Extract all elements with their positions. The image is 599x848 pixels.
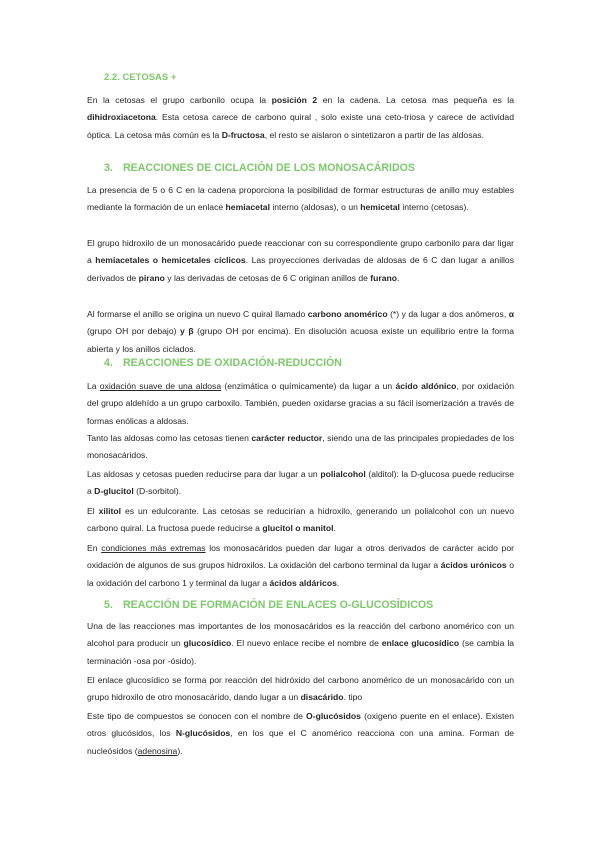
section-4-heading: 4. REACCIONES DE OXIDACIÓN-REDUCCIÓN — [104, 357, 342, 369]
glucosidicos-paragraph-3: Este tipo de compuestos se conocen con el nombre de O-glucósidos (oxigeno puente en el enlace). Existen otros glucósidos, los N-glucósidos, en los que el C anomérico reacciona con una amina. Forman de nucleósidos (adenosina). — [87, 711, 515, 756]
section-3-heading: 3. REACCIONES DE CICLACIÓN DE LOS MONOSACÁRIDOS — [104, 162, 415, 174]
ciclacion-paragraph-2: El grupo hidroxilo de un monosacárido puede reaccionar con su correspondiente grupo carbonilo para dar ligar a hemiacetales o hemicetales cíclicos. Las proyecciones derivadas de aldosas de 6 C dan lugar a anillos derivados de pirano y las derivadas de cetosas de 6 C originan anillos de furano. — [87, 238, 515, 283]
glucosidicos-paragraph-2: El enlace glucosídico se forma por reacción del hidróxido del carbono anomérico de un monosacárido con un grupo hidroxilo de otro monosacárido, dando lugar a un disacárido. tipo — [87, 675, 514, 703]
oxidacion-paragraph-4: El xilitol es un edulcorante. Las cetosas se reducirían a hidroxilo, generando un polialcohol con un nuevo carbono quiral. La fructosa puede reducirse a glucitol o manitol. — [87, 506, 514, 534]
glucosidicos-paragraph-1: Una de las reacciones mas importantes de los monosacáridos es la reacción del carbono anomérico con un alcohol para producir un glucosídico. El nuevo enlace recibe el nombre de enlace glucosídico (se cambia la terminación -osa por -ósido). — [87, 621, 515, 666]
oxidacion-paragraph-5: En condiciones más extremas los monosacáridos pueden dar lugar a otros derivados de carácter acido por oxidación de algunos de sus grupos hidroxilos. La oxidación del carbono terminal da lugar a ácidos urónicos o la oxidación del carbono 1 y terminal da lugar a ácidos aldáricos. — [87, 543, 514, 588]
ciclacion-paragraph-3: Al formarse el anillo se origina un nuevo C quiral llamado carbono anomérico (*) y da lugar a dos anómeros, α (grupo OH por debajo) y β (grupo OH por encima). En disolución acuosa existe un equilibrio entre la forma abierta y los anillos ciclados. — [87, 309, 514, 354]
oxidacion-paragraph-2: Tanto las aldosas como las cetosas tienen carácter reductor, siendo una de las principales propiedades de los monosacáridos. — [87, 433, 515, 461]
subsection-title: 2.2. CETOSAS + — [104, 72, 177, 83]
cetosas-paragraph: En la cetosas el grupo carbonilo ocupa la posición 2 en la cadena. La cetosa mas pequeña es la dihidroxiacetona. Esta cetosa carece de carbono quiral , solo existe una ceto-triosa y carece de actividad óptica. La cetosa más común es la D-fructosa, el resto se aislaron o sintetizaron a partir de las aldosas. — [87, 95, 514, 140]
section-5-heading: 5. REACCIÓN DE FORMACIÓN DE ENLACES O-GLUCOSÍDICOS — [104, 599, 434, 611]
ciclacion-paragraph-1: La presencia de 5 o 6 C en la cadena proporciona la posibilidad de formar estructuras de anillo muy estables mediante la formación de un enlace hemiacetal interno (aldosas), o un hemicetal interno (cetosas). — [87, 185, 514, 213]
oxidacion-paragraph-1: La oxidación suave de una aldosa (enzimática o químicamente) da lugar a un ácido aldónico, por oxidación del grupo aldehído a un grupo carboxilo. También, pueden oxidarse gracias a su fácil isomerización a través de formas enólicas a aldosas. — [87, 381, 514, 426]
oxidacion-paragraph-3: Las aldosas y cetosas pueden reducirse para dar lugar a un polialcohol (alditol): la D-glucosa puede reducirse a D-glucitol (D-sorbitol). — [87, 469, 515, 497]
